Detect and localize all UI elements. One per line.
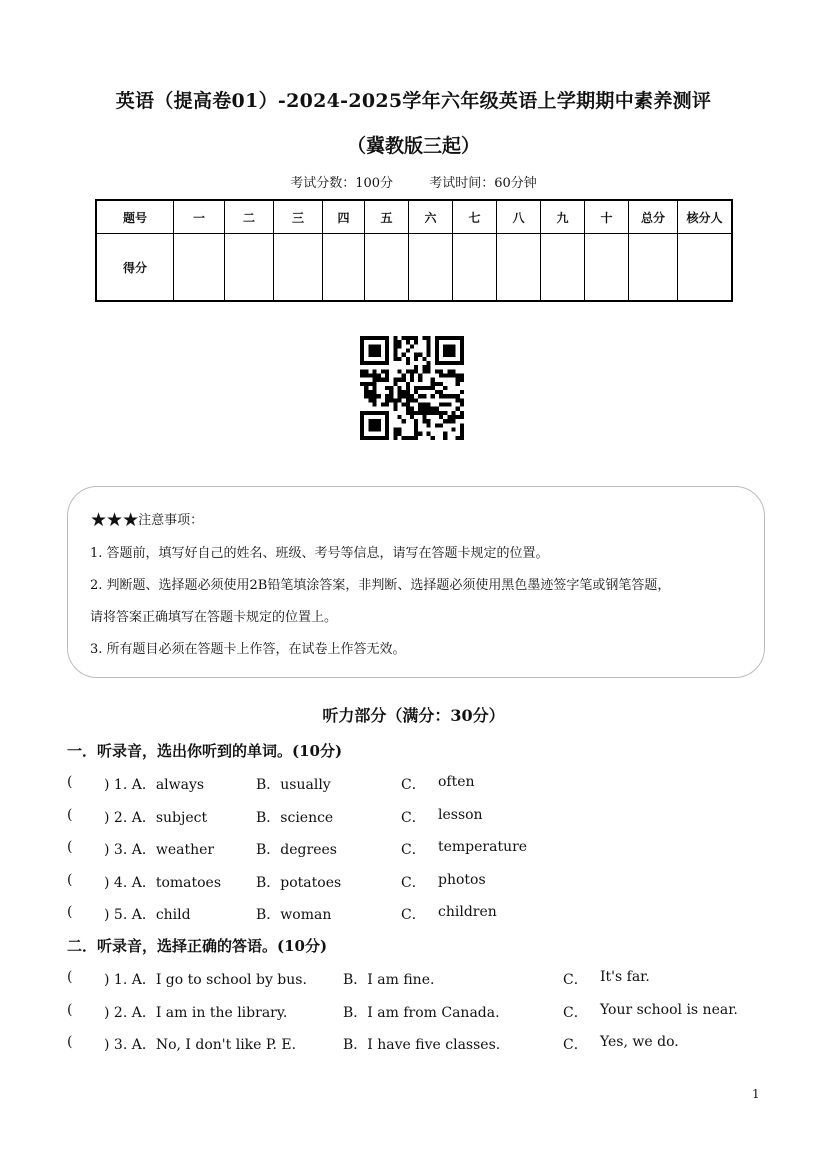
notice-title (90, 509, 203, 531)
score-cell[interactable] (453, 234, 497, 302)
score-cell[interactable] (497, 234, 541, 302)
part1-title: 一．听录音，选出你听到的单词。(10分) (67, 742, 343, 760)
score-cell[interactable] (541, 234, 585, 302)
score-header-cell: 十 (585, 200, 629, 234)
exam-subtitle: （冀教版三起） (346, 135, 480, 157)
score-header-cell: 题号 (96, 200, 174, 234)
notice-item: 请将答案正确填写在答题卡规定的位置上。 (90, 610, 338, 625)
question-row (67, 807, 767, 827)
answer-paren[interactable]: ( (67, 969, 73, 985)
score-cell[interactable] (585, 234, 629, 302)
question-row (67, 1002, 767, 1022)
question-row (67, 839, 767, 859)
answer-paren[interactable]: ( (67, 807, 73, 823)
option-c: Yes, we do. (600, 1034, 679, 1050)
exam-score-text: 考试分数：100分 (290, 176, 394, 191)
option-a: ) 3. A．weather (104, 842, 215, 858)
option-b: B．degrees (256, 842, 337, 858)
score-cell[interactable] (629, 234, 678, 302)
question-row (67, 969, 767, 989)
option-b: B．woman (256, 907, 332, 923)
option-c: temperature (438, 839, 528, 855)
exam-time-text: 考试时间：60分钟 (429, 176, 537, 191)
option-b: B．I am fine. (343, 972, 435, 988)
option-c-label: C． (563, 1037, 588, 1053)
answer-paren[interactable]: ( (67, 1034, 73, 1050)
star-icon: ★★★ (90, 509, 139, 531)
score-header-cell: 四 (323, 200, 365, 234)
option-b: B．I am from Canada. (343, 1005, 500, 1021)
option-c: It's far. (600, 969, 650, 985)
score-header-cell: 总分 (629, 200, 678, 234)
exam-info (0, 172, 827, 191)
answer-paren[interactable]: ( (67, 1002, 73, 1018)
page-number: 1 (752, 1087, 760, 1101)
answer-paren[interactable]: ( (67, 839, 73, 855)
option-b: B．usually (256, 777, 331, 793)
option-c-label: C． (401, 907, 426, 923)
question-row (67, 774, 767, 794)
score-row-label: 得分 (96, 234, 174, 302)
answer-paren[interactable]: ( (67, 872, 73, 888)
option-c-label: C． (401, 777, 426, 793)
score-table (95, 199, 733, 302)
score-header-cell: 五 (365, 200, 409, 234)
score-table-header-row (96, 200, 732, 234)
part2-title: 二．听录音，选择正确的答语。(10分) (67, 937, 328, 955)
score-header-cell: 八 (497, 200, 541, 234)
score-header-cell: 核分人 (678, 200, 733, 234)
score-cell[interactable] (174, 234, 225, 302)
notice-item: 1. 答题前，填写好自己的姓名、班级、考号等信息，请写在答题卡规定的位置。 (90, 546, 549, 561)
score-cell[interactable] (678, 234, 733, 302)
question-row (67, 904, 767, 924)
score-cell[interactable] (274, 234, 323, 302)
option-a: ) 5. A．child (104, 907, 191, 923)
option-a: ) 1. A．always (104, 777, 205, 793)
option-a: ) 4. A．tomatoes (104, 875, 222, 891)
score-header-cell: 六 (409, 200, 453, 234)
option-a: ) 2. A．subject (104, 810, 208, 826)
option-c-label: C． (401, 810, 426, 826)
notice-item: 2. 判断题、选择题必须使用2B铅笔填涂答案，非判断、选择题必须使用黑色墨迹签字笔或钢笔答题， (90, 578, 671, 593)
option-b: B．science (256, 810, 334, 826)
answer-paren[interactable]: ( (67, 774, 73, 790)
score-header-cell: 三 (274, 200, 323, 234)
score-cell[interactable] (409, 234, 453, 302)
option-b: B．I have five classes. (343, 1037, 501, 1053)
notice-box (67, 486, 765, 678)
option-c: children (438, 904, 497, 920)
option-c-label: C． (563, 1005, 588, 1021)
option-a: ) 1. A．I go to school by bus. (104, 972, 307, 988)
score-header-cell: 九 (541, 200, 585, 234)
score-header-cell: 七 (453, 200, 497, 234)
score-table-score-row (96, 234, 732, 302)
listening-section-heading: 听力部分（满分：30分） (322, 706, 505, 725)
answer-paren[interactable]: ( (67, 904, 73, 920)
option-c: often (438, 774, 475, 790)
option-c-label: C． (401, 842, 426, 858)
question-row (67, 872, 767, 892)
question-row (67, 1034, 767, 1054)
score-header-cell: 二 (225, 200, 274, 234)
exam-title: 英语（提高卷01）-2024-2025学年六年级英语上学期期中素养测评 (115, 90, 712, 112)
option-c: lesson (438, 807, 483, 823)
option-c-label: C． (401, 875, 426, 891)
score-cell[interactable] (365, 234, 409, 302)
option-c: photos (438, 872, 486, 888)
option-a: ) 3. A．No, I don't like P. E. (104, 1037, 297, 1053)
notice-item: 3. 所有题目必须在答题卡上作答，在试卷上作答无效。 (90, 642, 406, 657)
option-b: B．potatoes (256, 875, 342, 891)
notice-title-text: 注意事项： (138, 513, 204, 528)
option-a: ) 2. A．I am in the library. (104, 1005, 288, 1021)
score-cell[interactable] (225, 234, 274, 302)
option-c: Your school is near. (600, 1002, 738, 1018)
option-c-label: C． (563, 972, 588, 988)
qr-code (360, 336, 464, 440)
score-cell[interactable] (323, 234, 365, 302)
score-header-cell: 一 (174, 200, 225, 234)
